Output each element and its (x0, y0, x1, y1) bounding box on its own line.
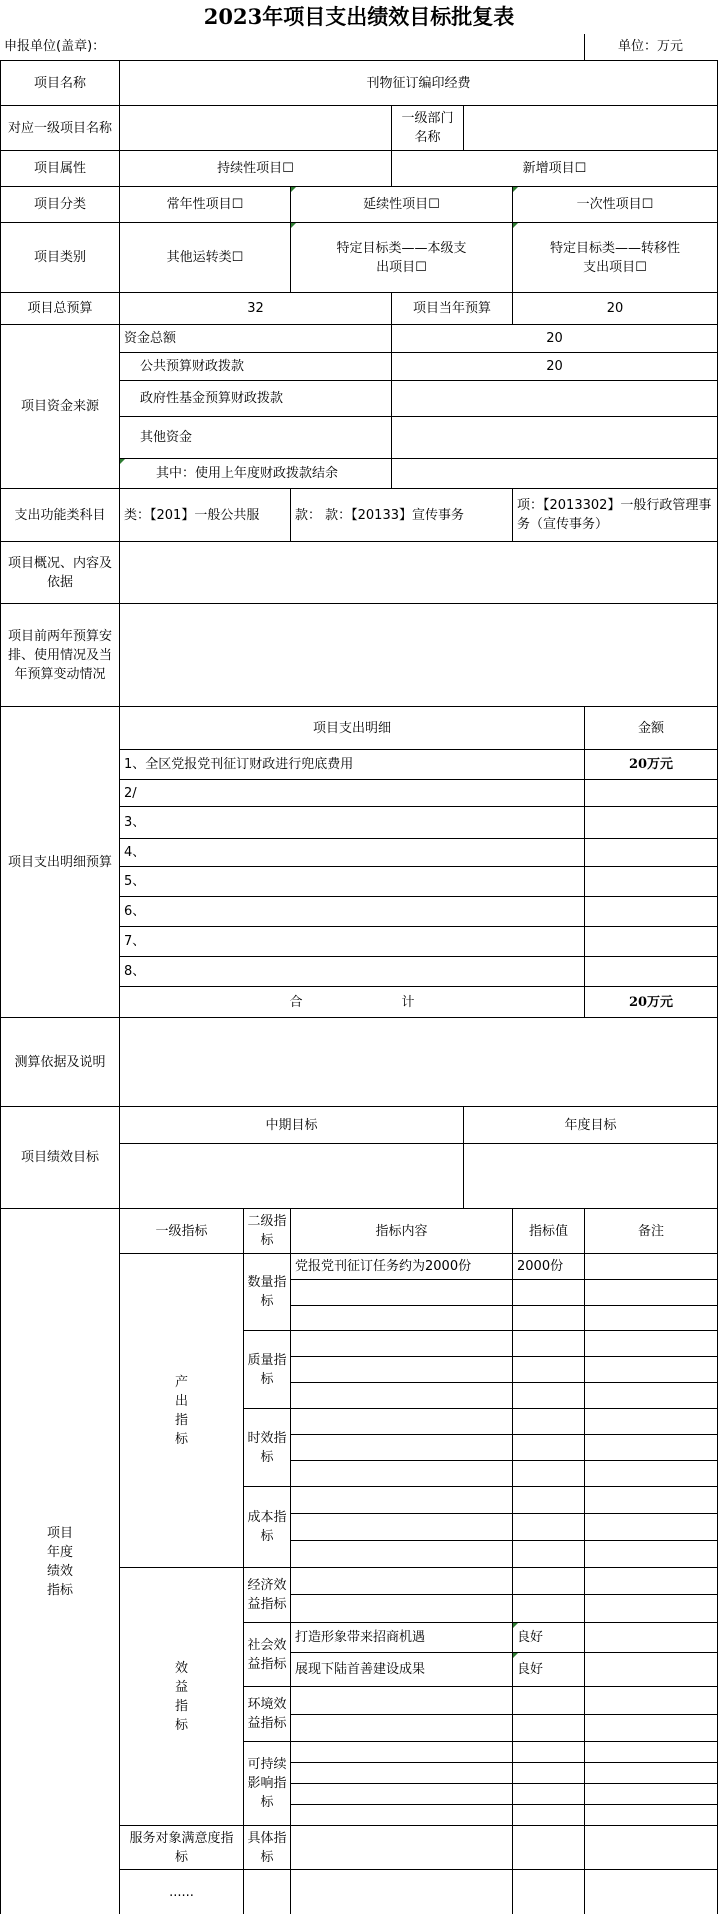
l2-cost: 成本指标 (244, 1487, 291, 1568)
expense-amount-3 (585, 807, 718, 839)
funding-public-value: 20 (392, 353, 718, 381)
indicator-blank-cell (585, 1687, 718, 1715)
total-budget-value: 32 (120, 293, 392, 325)
indicator-blank-cell (585, 1763, 718, 1784)
expense-row-7: 7、 (120, 927, 585, 957)
current-budget-label: 项目当年预算 (392, 293, 513, 325)
col-l1: 一级指标 (120, 1209, 244, 1254)
type-label: 项目类别 (1, 223, 120, 293)
expense-total-label (120, 987, 585, 1018)
funding-fund-label: 政府性基金预算财政拨款 (120, 381, 392, 417)
indicator-blank-cell (513, 1715, 585, 1742)
indicator-blank-cell (585, 1461, 718, 1487)
cat-extended: 延续性项目☐ (291, 187, 513, 223)
perf-goal-year-value (464, 1144, 718, 1209)
indicator-blank-cell (513, 1461, 585, 1487)
indicator-blank-cell (513, 1805, 585, 1826)
cat-once: 一次性项目☐ (513, 187, 718, 223)
expense-amount-8 (585, 957, 718, 987)
indicator-blank-cell (513, 1595, 585, 1623)
indicator-blank-cell (585, 1541, 718, 1568)
l2-quality: 质量指标 (244, 1331, 291, 1409)
indicator-blank-cell (585, 1715, 718, 1742)
indicator-blank-cell (291, 1461, 513, 1487)
expense-row-8: 8、 (120, 957, 585, 987)
indicator-blank-cell (513, 1435, 585, 1461)
indicator-blank-cell (585, 1870, 718, 1914)
col-content: 指标内容 (291, 1209, 513, 1254)
indicator-blank-cell (291, 1826, 513, 1870)
cat-regular: 常年性项目☐ (120, 187, 291, 223)
prev-budget-label: 项目前两年预算安排、使用情况及当年预算变动情况 (1, 604, 120, 707)
funding-surplus-label: 其中：使用上年度财政拨款结余 (120, 459, 392, 489)
calc-basis-label: 测算依据及说明 (1, 1018, 120, 1107)
current-budget-value: 20 (513, 293, 718, 325)
ellipsis: ...... (120, 1870, 244, 1914)
social-value-2: 良好 (513, 1653, 585, 1687)
project-name-label: 项目名称 (1, 61, 120, 106)
l2-sustainable: 可持续影响指标 (244, 1742, 291, 1826)
indicators-label: 项目年度绩效指标 (1, 1209, 120, 1914)
l2-blank (244, 1870, 291, 1914)
indicator-blank-cell (291, 1805, 513, 1826)
l2-economic: 经济效益指标 (244, 1568, 291, 1623)
indicator-blank-cell (585, 1487, 718, 1514)
indicator-blank-cell (513, 1742, 585, 1763)
parent-project-label: 对应一级项目名称 (1, 106, 120, 151)
l2-specific: 具体指标 (244, 1826, 291, 1870)
indicator-blank-cell (585, 1331, 718, 1357)
expense-col-item: 项目支出明细 (120, 707, 585, 750)
indicator-blank-cell (585, 1784, 718, 1805)
total-char-2: 计 (401, 994, 415, 1010)
indicator-blank-cell (291, 1687, 513, 1715)
indicator-blank-cell (291, 1541, 513, 1568)
l2-timeliness: 时效指标 (244, 1409, 291, 1487)
indicator-blank-cell (513, 1357, 585, 1383)
unit-label: 单位：万元 (584, 34, 716, 60)
output-indicator-label: 产出指标 (120, 1254, 244, 1568)
indicator-blank-cell (585, 1357, 718, 1383)
indicator-blank-cell (291, 1435, 513, 1461)
indicator-blank-cell (291, 1784, 513, 1805)
indicator-blank-cell (513, 1280, 585, 1306)
expense-row-3: 3、 (120, 807, 585, 839)
indicator-blank-cell (291, 1763, 513, 1784)
expense-row-6: 6、 (120, 897, 585, 927)
function-class-kuan: 款： 款：【20133】宣传事务 (291, 489, 513, 542)
expense-row-1: 1、全区党报党刊征订财政进行兜底费用 (120, 750, 585, 780)
indicator-blank-cell (513, 1383, 585, 1409)
funding-total-value: 20 (392, 325, 718, 353)
indicator-blank-cell (513, 1487, 585, 1514)
social-content-2: 展现下陆首善建设成果 (291, 1653, 513, 1687)
indicator-blank-cell (513, 1409, 585, 1435)
type-special-transfer: 特定目标类——转移性支出项目☐ (513, 223, 718, 293)
indicator-blank-cell (585, 1435, 718, 1461)
indicator-blank-cell (513, 1763, 585, 1784)
expense-row-4: 4、 (120, 839, 585, 867)
funding-surplus-value (392, 459, 718, 489)
expense-amount-6 (585, 897, 718, 927)
indicator-blank-cell (585, 1280, 718, 1306)
quantity-value-1: 2000份 (513, 1254, 585, 1280)
col-value: 指标值 (513, 1209, 585, 1254)
function-class-xiang: 项：【2013302】一般行政管理事务（宣传事务） (513, 489, 718, 542)
attr-label: 项目属性 (1, 151, 120, 187)
funding-fund-value (392, 381, 718, 417)
dept-value (464, 106, 718, 151)
indicator-blank-cell (585, 1514, 718, 1541)
expense-amount-2 (585, 780, 718, 807)
applicant-label: 申报单位(盖章)： (4, 39, 106, 54)
l2-environmental: 环境效益指标 (244, 1687, 291, 1742)
indicator-blank-cell (513, 1331, 585, 1357)
project-name-value: 刊物征订编印经费 (120, 61, 718, 106)
indicator-blank-cell (291, 1331, 513, 1357)
attr-continuous: 持续性项目☐ (120, 151, 392, 187)
indicator-blank-cell (291, 1514, 513, 1541)
indicator-blank-cell (291, 1715, 513, 1742)
indicator-blank-cell (513, 1826, 585, 1870)
indicator-blank-cell (513, 1568, 585, 1595)
approval-table (0, 60, 718, 1914)
indicator-blank-cell (291, 1487, 513, 1514)
indicator-blank-cell (291, 1306, 513, 1331)
l2-social: 社会效益指标 (244, 1623, 291, 1687)
indicator-blank-cell (291, 1568, 513, 1595)
overview-label: 项目概况、内容及依据 (1, 542, 120, 604)
col-note: 备注 (585, 1209, 718, 1254)
perf-goal-label: 项目绩效目标 (1, 1107, 120, 1209)
social-content-1: 打造形象带来招商机遇 (291, 1623, 513, 1653)
funding-total-label: 资金总额 (120, 325, 392, 353)
expense-total-amount: 20万元 (585, 987, 718, 1018)
indicator-blank-cell (513, 1306, 585, 1331)
expense-row-5: 5、 (120, 867, 585, 897)
prev-budget-value (120, 604, 718, 707)
indicator-blank-cell (585, 1383, 718, 1409)
perf-goal-mid-value (120, 1144, 464, 1209)
benefit-indicator-label: 效益指标 (120, 1568, 244, 1826)
expense-amount-4 (585, 839, 718, 867)
function-class-lei: 类：【201】一般公共服 (120, 489, 291, 542)
social-note-1 (585, 1623, 718, 1653)
expense-row-2: 2/ (120, 780, 585, 807)
funding-other-label: 其他资金 (120, 417, 392, 459)
funding-public-label: 公共预算财政拨款 (120, 353, 392, 381)
dept-label: 一级部门名称 (392, 106, 464, 151)
indicator-blank-cell (585, 1306, 718, 1331)
indicator-blank-cell (585, 1742, 718, 1763)
expense-col-amount: 金额 (585, 707, 718, 750)
indicator-blank-cell (513, 1514, 585, 1541)
l2-quantity: 数量指标 (244, 1254, 291, 1331)
indicator-blank-cell (291, 1280, 513, 1306)
indicator-blank-cell (291, 1357, 513, 1383)
indicator-blank-cell (585, 1826, 718, 1870)
indicator-blank-cell (585, 1409, 718, 1435)
quantity-note-1 (585, 1254, 718, 1280)
funding-other-value (392, 417, 718, 459)
indicator-blank-cell (291, 1409, 513, 1435)
social-note-2 (585, 1653, 718, 1687)
parent-project-value (120, 106, 392, 151)
indicator-blank-cell (513, 1541, 585, 1568)
satisfaction-indicator-label: 服务对象满意度指标 (120, 1826, 244, 1870)
perf-goal-mid-label: 中期目标 (120, 1107, 464, 1144)
indicator-blank-cell (291, 1870, 513, 1914)
perf-goal-year-label: 年度目标 (464, 1107, 718, 1144)
category-label: 项目分类 (1, 187, 120, 223)
funding-label: 项目资金来源 (1, 325, 120, 489)
total-char-1: 合 (289, 994, 303, 1010)
indicator-blank-cell (513, 1870, 585, 1914)
page-title: 2023年项目支出绩效目标批复表 (203, 4, 515, 29)
type-special-local: 特定目标类——本级支出项目☐ (291, 223, 513, 293)
indicator-blank-cell (291, 1742, 513, 1763)
total-budget-label: 项目总预算 (1, 293, 120, 325)
indicator-blank-cell (513, 1687, 585, 1715)
calc-basis-value (120, 1018, 718, 1107)
overview-value (120, 542, 718, 604)
indicator-blank-cell (291, 1595, 513, 1623)
indicator-blank-cell (513, 1784, 585, 1805)
expense-detail-label: 项目支出明细预算 (1, 707, 120, 1018)
attr-new: 新增项目☐ (392, 151, 718, 187)
indicator-blank-cell (585, 1805, 718, 1826)
indicator-blank-cell (291, 1383, 513, 1409)
indicator-blank-cell (585, 1595, 718, 1623)
function-class-label: 支出功能类科目 (1, 489, 120, 542)
quantity-content-1: 党报党刊征订任务约为2000份 (291, 1254, 513, 1280)
col-l2: 二级指标 (244, 1209, 291, 1254)
social-value-1: 良好 (513, 1623, 585, 1653)
type-other: 其他运转类☐ (120, 223, 291, 293)
expense-amount-7 (585, 927, 718, 957)
expense-amount-1: 20万元 (585, 750, 718, 780)
indicator-blank-cell (585, 1568, 718, 1595)
expense-amount-5 (585, 867, 718, 897)
